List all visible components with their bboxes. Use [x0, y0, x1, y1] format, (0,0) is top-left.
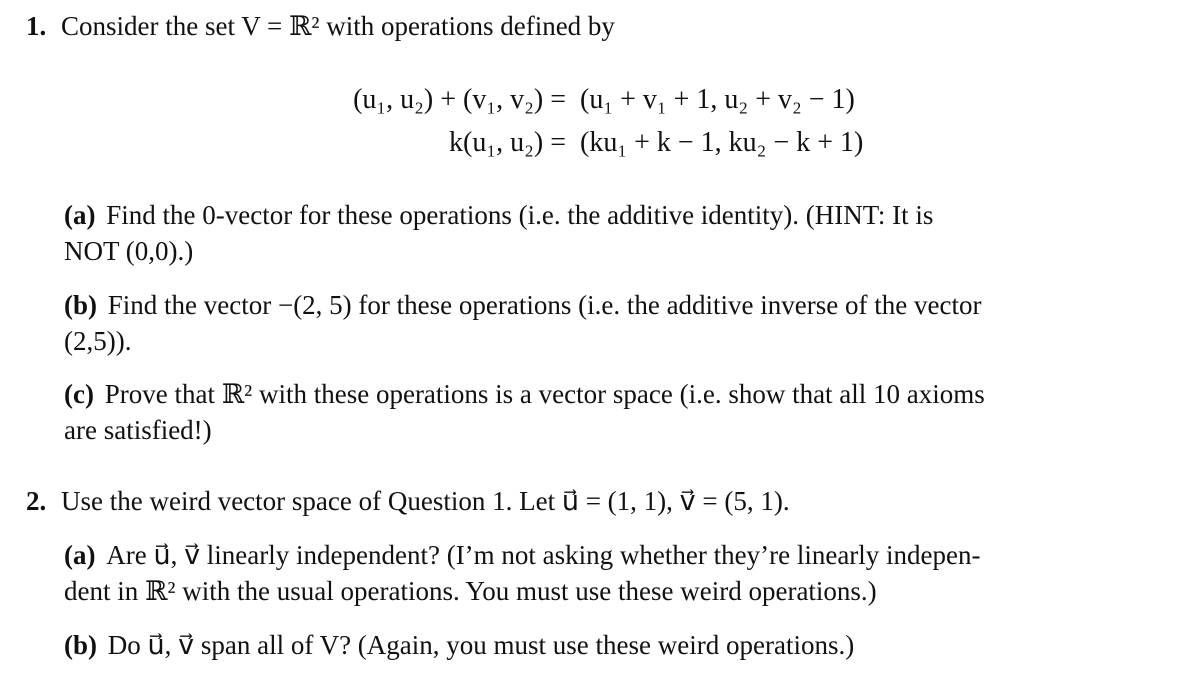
question-1a-text-1: Find the 0-vector for these operations (i.e. the additive identity). (HINT: It is — [106, 200, 934, 230]
question-1b-label: (b) — [64, 290, 97, 320]
question-2b-line-1 — [64, 627, 854, 663]
question-2b-label: (b) — [64, 630, 97, 660]
question-1b-text-2: (2,5)). — [64, 326, 132, 356]
question-1b-line-1 — [64, 287, 981, 323]
question-1-heading — [26, 8, 615, 44]
question-1c-text-1: Prove that ℝ² with these operations is a vector space (i.e. show that all 10 axioms — [104, 379, 985, 409]
question-1-number: 1. — [26, 11, 47, 41]
question-1b-text-1: Find the vector −(2, 5) for these operations (i.e. the additive inverse of the vector — [107, 290, 982, 320]
question-1a-text-2: NOT (0,0).) — [64, 236, 194, 266]
equation-1-lhs: (u₁, u₂) + (v₁, v₂) = — [353, 84, 566, 115]
question-1a-line-1 — [64, 197, 933, 233]
question-2a-label: (a) — [64, 540, 96, 570]
question-2b-text-1: Do u⃗, v⃗ span all of V? (Again, you must use these weird operations.) — [107, 630, 855, 660]
equation-1-rhs: (u₁ + v₁ + 1, u₂ + v₂ − 1) — [580, 84, 855, 115]
question-2-number: 2. — [26, 486, 47, 516]
question-1a-label: (a) — [64, 200, 96, 230]
question-1c-text-2: are satisfied!) — [64, 415, 212, 445]
question-1c-line-1 — [64, 376, 985, 412]
equation-2-rhs: (ku₁ + k − 1, ku₂ − k + 1) — [580, 127, 864, 158]
question-2-intro: Use the weird vector space of Question 1. Let u⃗ = (1, 1), v⃗ = (5, 1). — [61, 486, 790, 516]
question-2a-text-1: Are u⃗, v⃗ linearly independent? (I’m not asking whether they’re linearly indepen- — [106, 540, 981, 570]
question-2-heading — [26, 483, 790, 519]
question-1c-label: (c) — [64, 379, 94, 409]
question-2a-line-1 — [64, 537, 981, 573]
question-2a-text-2: dent in ℝ² with the usual operations. You must use these weird operations.) — [64, 576, 877, 606]
equation-2-lhs: k(u₁, u₂) = — [449, 127, 566, 158]
question-1-intro: Consider the set V = ℝ² with operations defined by — [61, 11, 615, 41]
